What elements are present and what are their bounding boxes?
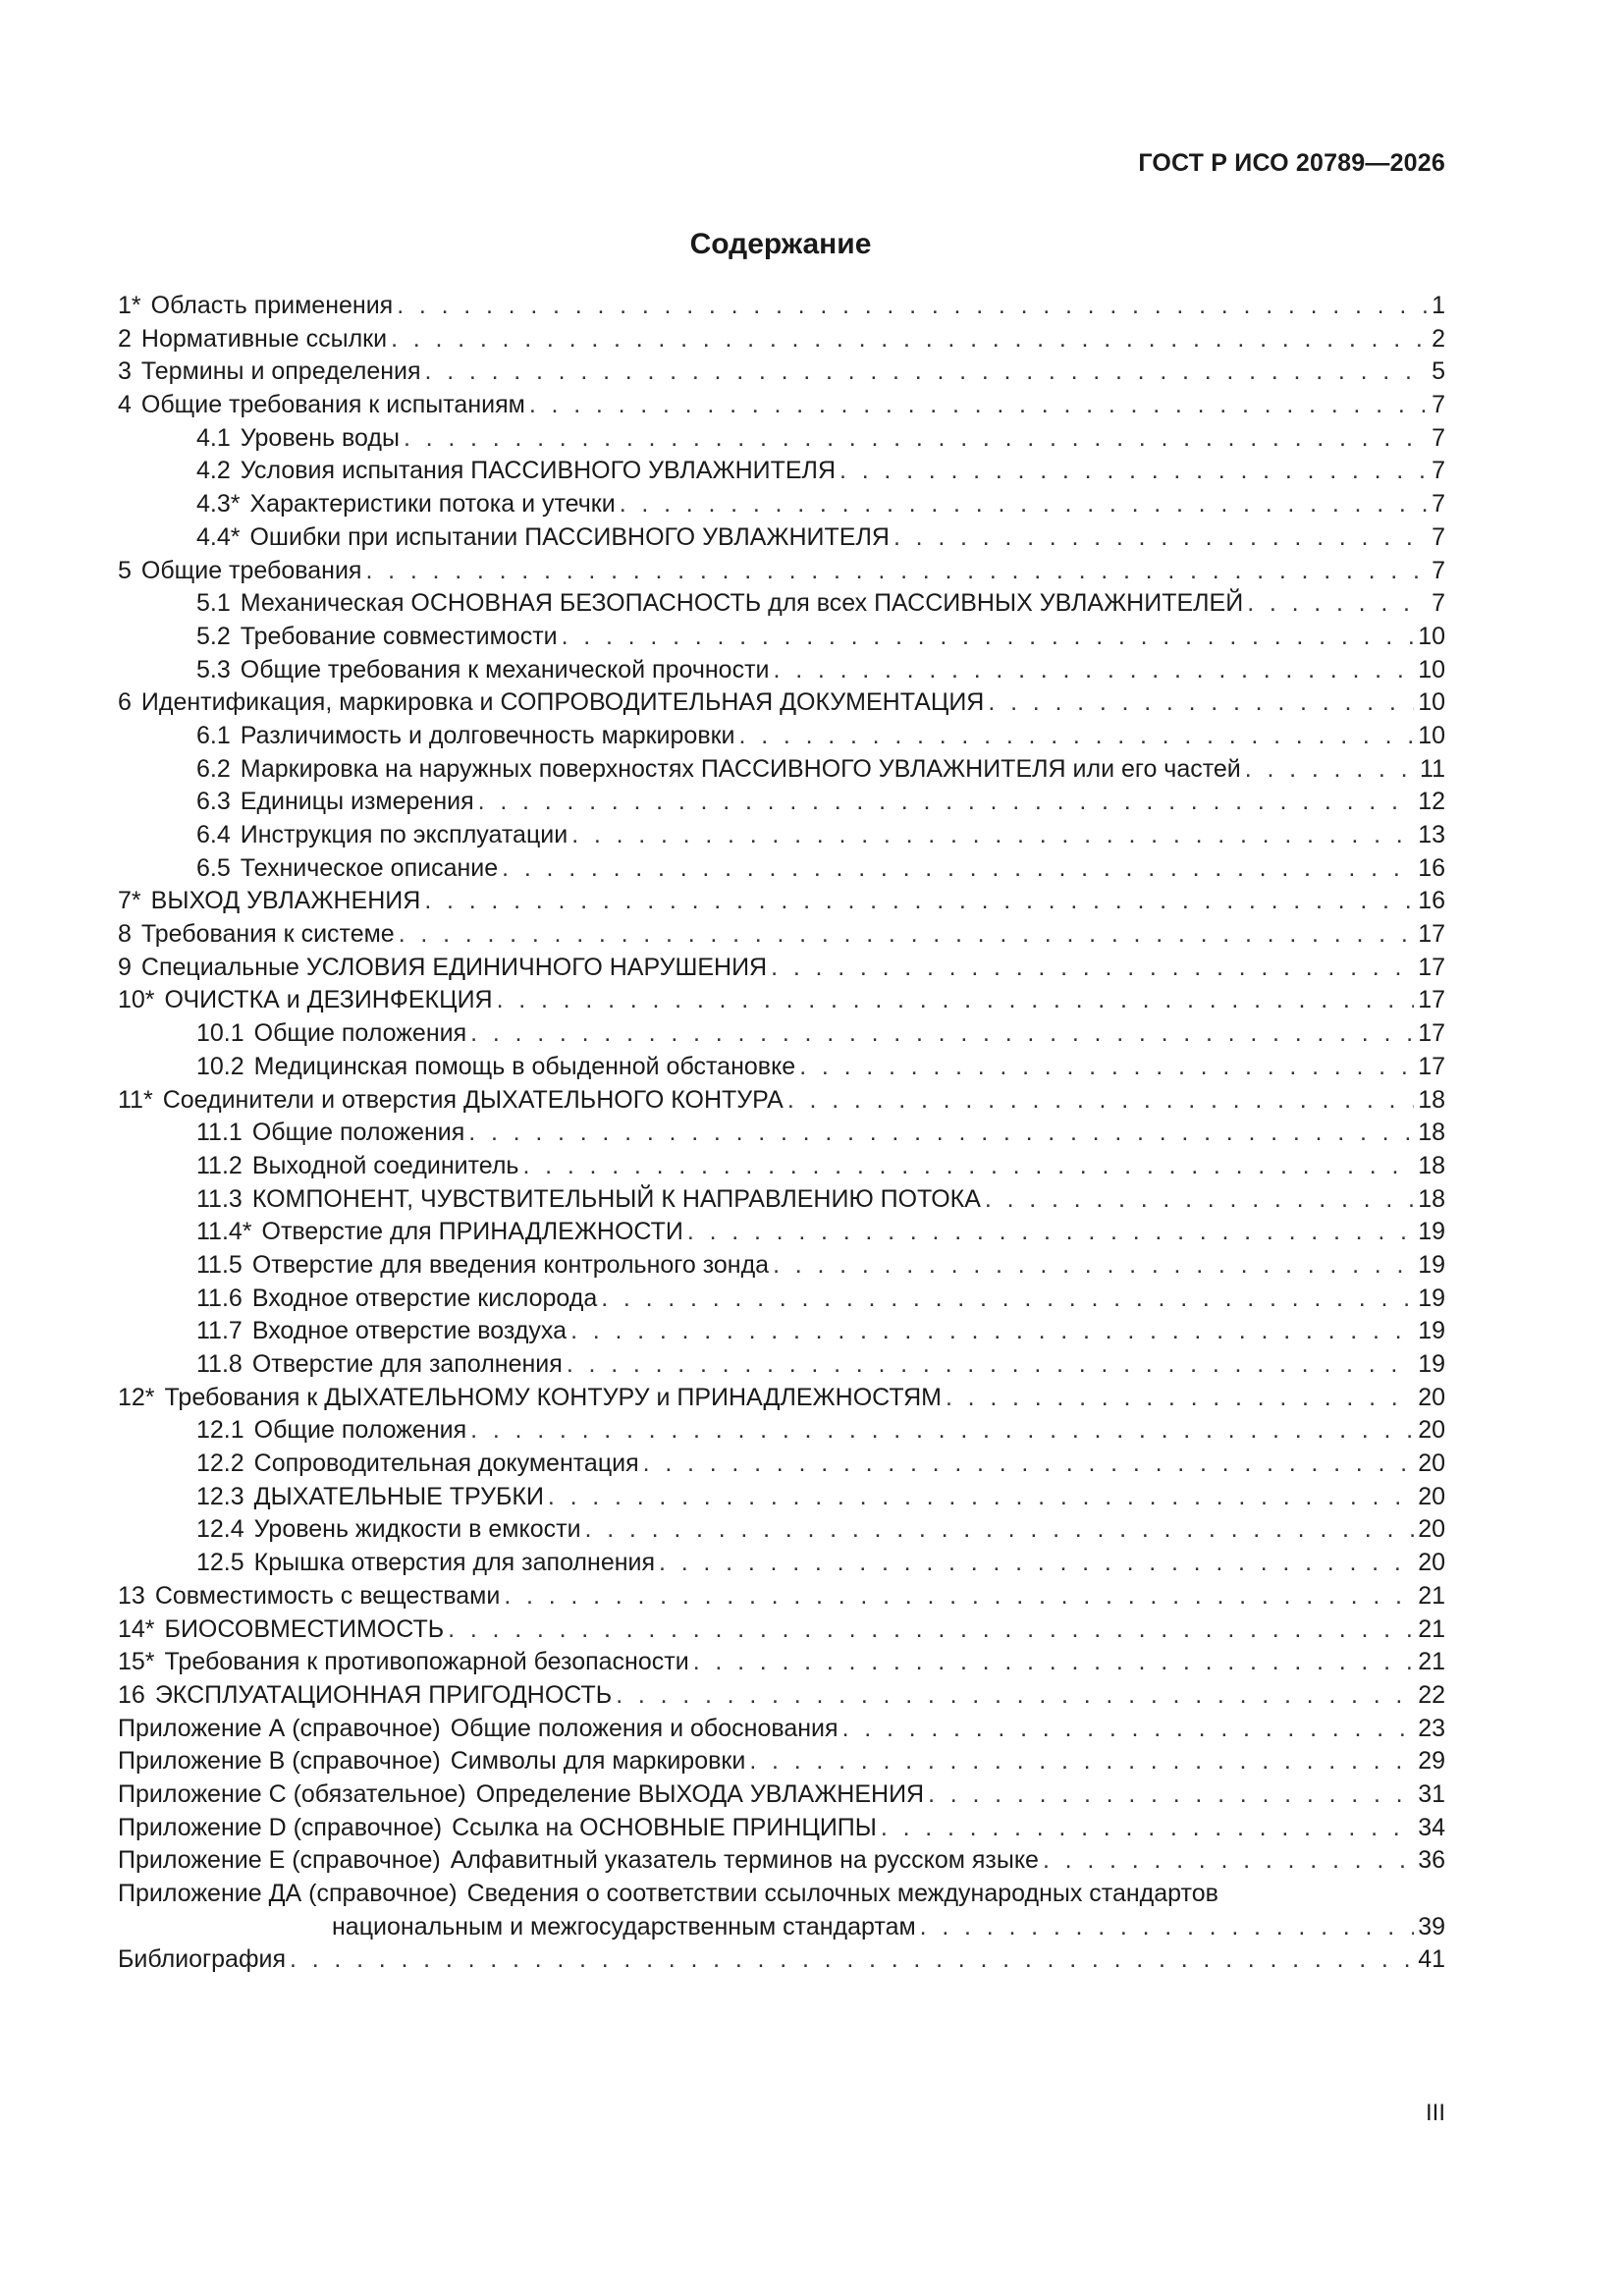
toc-entry [118,984,1445,1017]
toc-entry [118,355,1445,389]
toc-leader-dots [1245,753,1416,787]
toc-entry-page: 13 [1418,821,1445,848]
toc-entry [118,587,1445,621]
toc-entry [118,1878,1445,1911]
toc-entry [118,555,1445,588]
toc-entry-number: 7* [118,887,141,915]
toc-entry-title: Крышка отверстия для заполнения [253,1549,656,1577]
toc-entry-title: ОЧИСТКА и ДЕЗИНФЕКЦИЯ [164,986,493,1014]
toc-entry [118,686,1445,720]
toc-leader-dots [839,455,1428,488]
toc-entry-number: Приложение С (обязательное) [118,1779,466,1808]
toc-entry [118,1679,1445,1713]
toc-leader-dots [391,323,1428,356]
toc-entry [118,1084,1445,1118]
toc-leader-dots [693,1646,1415,1679]
toc-entry-page: 17 [1418,986,1445,1014]
toc-entry [118,621,1445,654]
toc-entry [118,488,1445,521]
toc-entry-number: 9 [118,953,132,981]
toc-entry-page: 17 [1418,953,1445,981]
toc-entry-number: 5 [118,556,132,584]
toc-entry-number: 4.3* [196,490,241,519]
toc-entry-number: Приложение D (справочное) [118,1813,443,1841]
toc-entry-title: Отверстие для ПРИНАДЛЕЖНОСТИ [261,1218,683,1246]
toc-entry [118,786,1445,819]
toc-entry-title: Требование совместимости [240,622,558,650]
toc-entry-title: Совместимость с веществами [154,1581,501,1610]
toc-entry-title: Входное отверстие кислорода [251,1284,598,1312]
toc-leader-dots [1247,587,1428,621]
toc-leader-dots [946,1382,1414,1415]
toc-entry [118,455,1445,488]
toc-entry-number: 4 [118,391,132,419]
toc-entry-number: Приложение В (справочное) [118,1747,441,1776]
toc-entry-page: 10 [1418,721,1445,749]
toc-entry-number: 8 [118,920,132,949]
toc-entry-page: 17 [1418,920,1445,949]
toc-leader-dots [842,1713,1415,1746]
toc-entry-title: Требования к системе [140,920,395,949]
toc-entry-page: 18 [1418,1085,1445,1114]
toc-entry [118,1844,1445,1878]
toc-entry-title: Выходной соединитель [251,1151,519,1179]
toc-entry-page: 5 [1432,357,1445,386]
toc-entry [118,1943,1445,1977]
toc-entry [118,819,1445,852]
toc-entry [118,1348,1445,1382]
toc-entry-page: 20 [1418,1549,1445,1577]
toc-entry-number: 6.3 [196,788,231,816]
toc-leader-dots [920,1911,1415,1944]
toc-entry-title: Нормативные ссылки [140,324,388,353]
toc-entry-page: 7 [1432,556,1445,584]
toc-leader-dots [585,1513,1415,1547]
toc-entry [118,521,1445,555]
toc-entry-title: ВЫХОД УВЛАЖНЕНИЯ [150,887,421,915]
toc-leader-dots [424,885,1414,918]
toc-leader-dots [504,1580,1414,1613]
toc-entry [118,720,1445,753]
toc-leader-dots [787,1084,1414,1118]
toc-leader-dots [928,1778,1414,1812]
toc-entry-number: 6.5 [196,853,231,882]
toc-entry-page: 21 [1418,1614,1445,1643]
toc-entry-number: 11.6 [196,1284,243,1312]
toc-entry-title: Общие требования [140,556,362,584]
toc-entry-number: 1* [118,292,141,319]
page-title: Содержание [689,228,872,260]
toc-entry-number: 6.2 [196,754,231,783]
toc-leader-dots [522,1150,1414,1183]
toc-leader-dots [749,1745,1414,1778]
toc-leader-dots [571,819,1414,852]
toc-entry-title: Ошибки при испытании ПАССИВНОГО УВЛАЖНИТЕЛЯ [249,522,890,551]
toc-entry-number: 11.8 [196,1350,243,1378]
toc-entry [118,1017,1445,1051]
toc-entry [118,1315,1445,1348]
toc-entry-page: 10 [1418,655,1445,683]
document-id: ГОСТ Р ИСО 20789—2026 [1138,149,1445,177]
toc-entry-number: 14* [118,1614,155,1643]
toc-entry-page: 10 [1418,622,1445,650]
toc-entry-page: 21 [1418,1648,1445,1676]
toc-entry [118,1613,1445,1647]
toc-entry-page: 11 [1420,754,1445,783]
toc-leader-dots [502,852,1414,886]
toc-entry-title: Идентификация, маркировка и СОПРОВОДИТЕЛЬНАЯ ДОКУМЕНТАЦИЯ [140,688,985,717]
toc-entry-number: 2 [118,324,132,353]
toc-entry-title: Символы для маркировки [450,1747,746,1776]
toc-entry-page: 19 [1418,1218,1445,1246]
toc-entry-page: 20 [1418,1416,1445,1445]
toc-entry-number: 13 [118,1581,145,1610]
page-number: III [1425,2100,1445,2126]
toc-entry-title: КОМПОНЕНТ, ЧУВСТВИТЕЛЬНЫЙ К НАПРАВЛЕНИЮ ПОТОКА [251,1184,981,1213]
toc-entry-number: 11.2 [196,1151,243,1179]
toc-leader-dots [601,1283,1414,1316]
toc-entry-number: 11.1 [196,1119,243,1147]
toc-entry-number: 12.2 [196,1449,244,1478]
toc-leader-dots [570,1315,1414,1348]
toc-entry-page: 7 [1432,522,1445,551]
toc-entry-title: Уровень воды [240,423,400,452]
toc-entry-title: Различимость и долговечность маркировки [240,721,735,749]
toc-entry-number: 12.5 [196,1549,244,1577]
toc-entry-page: 7 [1432,391,1445,419]
toc-leader-dots [548,1481,1414,1514]
toc-leader-dots [562,621,1415,654]
toc-entry-number: 5.3 [196,655,231,683]
toc-entry-page: 19 [1418,1284,1445,1312]
toc-entry-page: 39 [1418,1912,1445,1941]
toc-entry-number: 11.5 [196,1250,243,1279]
toc-entry-title: Требования к ДЫХАТЕЛЬНОМУ КОНТУРУ и ПРИНАДЛЕЖНОСТЯМ [164,1383,942,1411]
toc-entry-page: 17 [1418,1052,1445,1080]
toc-entry-page: 29 [1418,1747,1445,1776]
toc-entry [118,1911,1445,1944]
toc-entry-page: 41 [1418,1945,1445,1974]
toc-entry-title: национальным и межгосударственным стандартам [332,1912,916,1941]
toc-leader-dots [397,290,1428,323]
toc-entry-number: 4.4* [196,522,241,551]
toc-leader-dots [399,918,1414,952]
toc-entry-title: Общие положения [253,1019,467,1048]
toc-entry [118,1580,1445,1613]
toc-entry-number: 11.4* [196,1218,252,1246]
toc-entry-number: 11.3 [196,1184,243,1213]
toc-leader-dots [529,389,1428,422]
toc-leader-dots [771,952,1414,985]
toc-entry-page: 23 [1418,1714,1445,1742]
toc-entry-number: 4.2 [196,457,231,485]
toc-entry-page: 7 [1432,589,1445,618]
toc-entry-page: 16 [1418,887,1445,915]
toc-entry [118,1547,1445,1580]
toc-entry-title: Общие положения [251,1119,465,1147]
toc-leader-dots [687,1216,1414,1249]
toc-entry-title: Ссылка на ОСНОВНЫЕ ПРИНЦИПЫ [452,1813,877,1841]
toc-entry [118,1448,1445,1481]
toc-entry-page: 19 [1418,1317,1445,1345]
toc-entry-page: 22 [1418,1680,1445,1709]
toc-entry [118,1745,1445,1778]
toc-entry-page: 20 [1418,1482,1445,1510]
toc-entry [118,422,1445,456]
toc-leader-dots [643,1448,1415,1481]
toc-entry-title: Техническое описание [240,853,499,882]
toc-entry-page: 21 [1418,1581,1445,1610]
toc-entry-title: Соединители и отверстия ДЫХАТЕЛЬНОГО КОНТУРА [162,1085,784,1114]
toc-entry [118,753,1445,787]
toc-entry-number: 12.3 [196,1482,244,1510]
toc-entry [118,1513,1445,1547]
toc-entry [118,1778,1445,1812]
toc-entry [118,885,1445,918]
toc-entry-number: 4.1 [196,423,231,452]
toc-leader-dots [290,1943,1414,1977]
toc-entry-title: Отверстие для введения контрольного зонда [251,1250,770,1279]
toc-entry-title: Термины и определения [140,357,421,386]
toc-entry-number: 5.2 [196,622,231,650]
toc-entry [118,290,1445,323]
toc-entry-page: 7 [1432,457,1445,485]
toc-entry-title: Требования к противопожарной безопасности [164,1648,689,1676]
toc-leader-dots [365,555,1428,588]
toc-entry [118,918,1445,952]
toc-entry-page: 1 [1432,292,1445,319]
toc-leader-dots [893,521,1428,555]
toc-leader-dots [470,1017,1414,1051]
toc-leader-dots [881,1812,1414,1845]
toc-entry-number: 10.1 [196,1019,244,1048]
toc-entry-title: Сведения о соответствии ссылочных международных стандартов [466,1880,1218,1907]
toc-entry [118,1414,1445,1448]
toc-leader-dots [659,1547,1414,1580]
toc-entry [118,1646,1445,1679]
toc-entry [118,1283,1445,1316]
toc-entry-page: 20 [1418,1383,1445,1411]
toc-entry-title: Маркировка на наружных поверхностях ПАССИВНОГО УВЛАЖНИТЕЛЯ или его частей [240,754,1241,783]
toc-entry-title: Общие требования к механической прочности [240,655,770,683]
toc-entry-title: Характеристики потока и утечки [249,490,616,519]
toc-entry-title: Отверстие для заполнения [251,1350,563,1378]
toc-leader-dots [799,1051,1414,1084]
toc-entry-title: Специальные УСЛОВИЯ ЕДИНИЧНОГО НАРУШЕНИЯ [140,953,768,981]
toc-entry-title: Общие положения [253,1416,467,1445]
toc-entry-page: 18 [1418,1119,1445,1147]
toc-entry-title: Алфавитный указатель терминов на русском языке [450,1846,1039,1875]
toc-entry-number: 12.4 [196,1515,244,1544]
toc-leader-dots [468,1117,1414,1150]
toc-entry-page: 16 [1418,853,1445,882]
toc-entry [118,1150,1445,1183]
toc-entry-page: 31 [1418,1779,1445,1808]
toc-leader-dots [567,1348,1414,1382]
toc-leader-dots [1043,1844,1414,1878]
toc-entry-page: 20 [1418,1515,1445,1544]
toc-entry-page: 7 [1432,423,1445,452]
toc-leader-dots [739,720,1415,753]
toc-entry-page: 10 [1418,688,1445,717]
toc-entry [118,1183,1445,1217]
toc-leader-dots [773,1249,1414,1283]
toc-entry [118,1216,1445,1249]
toc-leader-dots [497,984,1415,1017]
toc-leader-dots [470,1414,1414,1448]
toc-leader-dots [404,422,1428,456]
toc-entry-title: ЭКСПЛУАТАЦИОННАЯ ПРИГОДНОСТЬ [154,1680,613,1709]
toc-entry-number: 3 [118,357,132,386]
toc-entry [118,1051,1445,1084]
toc-leader-dots [425,355,1429,389]
toc-entry-title: Область применения [150,292,394,319]
toc-entry-title: Уровень жидкости в емкости [253,1515,581,1544]
toc-entry-number: 12.1 [196,1416,244,1445]
toc-leader-dots [774,654,1415,687]
toc-entry-number: 12* [118,1383,155,1411]
toc-entry-title: Механическая ОСНОВНАЯ БЕЗОПАСНОСТЬ для всех ПАССИВНЫХ УВЛАЖНИТЕЛЕЙ [240,589,1244,618]
toc-entry-page: 34 [1418,1813,1445,1841]
toc-leader-dots [448,1613,1414,1647]
toc-entry-page: 7 [1432,490,1445,519]
toc-entry-page: 18 [1418,1184,1445,1213]
toc-entry-number: 6 [118,688,132,717]
toc-entry [118,952,1445,985]
toc-entry-page: 17 [1418,1019,1445,1048]
toc-entry-page: 36 [1418,1846,1445,1875]
toc-entry-title: Сопроводительная документация [253,1449,639,1478]
toc-entry [118,1812,1445,1845]
toc-entry-page: 18 [1418,1151,1445,1179]
toc-entry-number: 6.4 [196,821,231,848]
toc-entry [118,1249,1445,1283]
toc-leader-dots [616,1679,1414,1713]
toc-entry [118,654,1445,687]
toc-entry-title: БИОСОВМЕСТИМОСТЬ [164,1614,445,1643]
toc-entry [118,1481,1445,1514]
toc-entry-title: Инструкция по эксплуатации [240,821,568,848]
toc-leader-dots [985,1183,1414,1217]
toc-entry [118,323,1445,356]
toc-entry-page: 19 [1418,1350,1445,1378]
toc-entry-number: 10* [118,986,155,1014]
toc-entry-number: 15* [118,1648,155,1676]
toc-entry-page: 12 [1418,788,1445,816]
toc-entry-number: 11* [118,1085,153,1114]
toc-entry-title: Общие положения и обоснования [450,1714,839,1742]
toc-entry-number: Приложение А (справочное) [118,1714,441,1742]
toc-entry-title: Определение ВЫХОДА УВЛАЖНЕНИЯ [475,1779,925,1808]
toc-entry-number: 10.2 [196,1052,244,1080]
toc-entry-page: 20 [1418,1449,1445,1478]
toc-entry-number: Библиография [118,1945,287,1974]
toc-entry-title: Входное отверстие воздуха [251,1317,568,1345]
toc-entry-number: 11.7 [196,1317,243,1345]
toc-entry [118,1713,1445,1746]
toc-leader-dots [478,786,1415,819]
toc-entry-title: Общие требования к испытаниям [140,391,525,419]
table-of-contents [118,290,1445,1977]
toc-entry [118,852,1445,886]
toc-entry-number: 16 [118,1680,145,1709]
toc-leader-dots [620,488,1428,521]
toc-entry [118,1382,1445,1415]
toc-entry [118,389,1445,422]
toc-entry-number: 5.1 [196,589,231,618]
toc-entry-number: Приложение ДА (справочное) [118,1880,458,1907]
toc-leader-dots [988,686,1414,720]
toc-entry-title: ДЫХАТЕЛЬНЫЕ ТРУБКИ [253,1482,544,1510]
toc-entry-title: Условия испытания ПАССИВНОГО УВЛАЖНИТЕЛЯ [240,457,837,485]
toc-entry-title: Единицы измерения [240,788,474,816]
toc-entry-number: Приложение Е (справочное) [118,1846,441,1875]
toc-entry [118,1117,1445,1150]
toc-entry-title: Медицинская помощь в обыденной обстановке [253,1052,796,1080]
toc-entry-page: 19 [1418,1250,1445,1279]
toc-entry-number: 6.1 [196,721,231,749]
toc-entry-page: 2 [1432,324,1445,353]
